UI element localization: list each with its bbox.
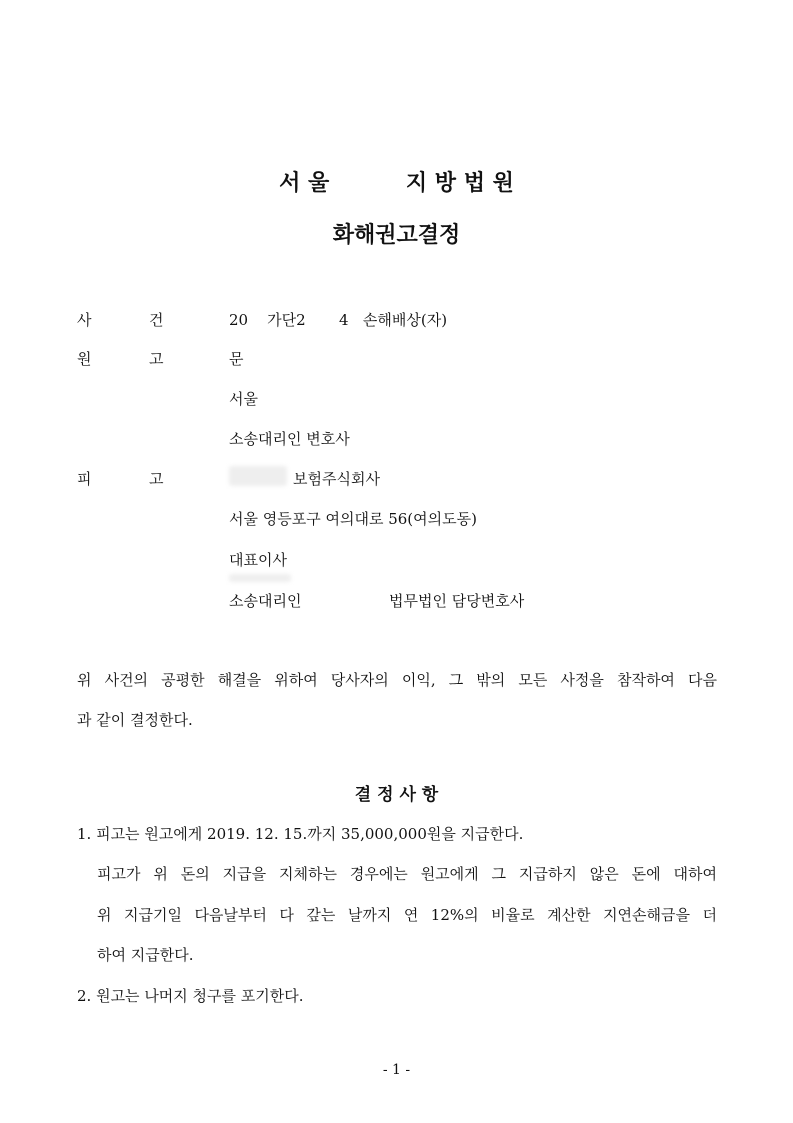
defendant-attorney-label: 소송대리인 [229, 592, 302, 610]
plaintiff-label-char-1: 원 [77, 350, 92, 368]
case-label-char-2: 건 [149, 311, 164, 329]
court-name: 서 울 지 방 법 원 [279, 171, 514, 196]
defendant-attorney-firm: 법무법인 담당변호사 [389, 592, 525, 610]
plaintiff-label-char-2: 고 [149, 350, 164, 368]
defendant-address: 서울 영등포구 여의대로 56(여의도동) [229, 510, 477, 528]
defendant-representative: 대표이사 [229, 551, 287, 569]
plaintiff-address: 서울 [229, 390, 258, 408]
decision-item-2: 2. 원고는 나머지 청구를 포기한다. [77, 987, 304, 1005]
plaintiff-name: 문 [229, 350, 244, 368]
redaction-mark [229, 466, 287, 486]
defendant-name: 보험주식회사 [293, 470, 380, 488]
defendant-label-char-1: 피 [77, 470, 92, 488]
case-label-char-1: 사 [77, 311, 92, 329]
decision-heading: 결 정 사 항 [354, 785, 439, 805]
redaction-mark [229, 574, 291, 582]
decision-item-1-line-3: 위 지급기일 다음날부터 다 갚는 날까지 연 12%의 비율로 계산한 지연손해금을 더 [97, 906, 717, 924]
intro-line-1: 위 사건의 공평한 해결을 위하여 당사자의 이익, 그 밖의 모든 사정을 참작하여 다음 [77, 671, 717, 689]
plaintiff-attorney: 소송대리인 변호사 [229, 430, 350, 448]
page-number: - 1 - [382, 1062, 411, 1078]
intro-line-2: 과 같이 결정한다. [77, 711, 193, 729]
document-title: 화해권고결정 [332, 223, 461, 248]
decision-item-1: 1. 피고는 원고에게 2019. 12. 15.까지 35,000,000원을 지급한다. [77, 825, 524, 843]
decision-item-1-line-4: 하여 지급한다. [97, 946, 194, 964]
decision-item-1-line-2: 피고가 위 돈의 지급을 지체하는 경우에는 원고에게 그 지급하지 않은 돈에 대하여 [97, 865, 717, 883]
defendant-label-char-2: 고 [149, 470, 164, 488]
case-number: 20 가단2 4 손해배상(자) [229, 311, 448, 329]
